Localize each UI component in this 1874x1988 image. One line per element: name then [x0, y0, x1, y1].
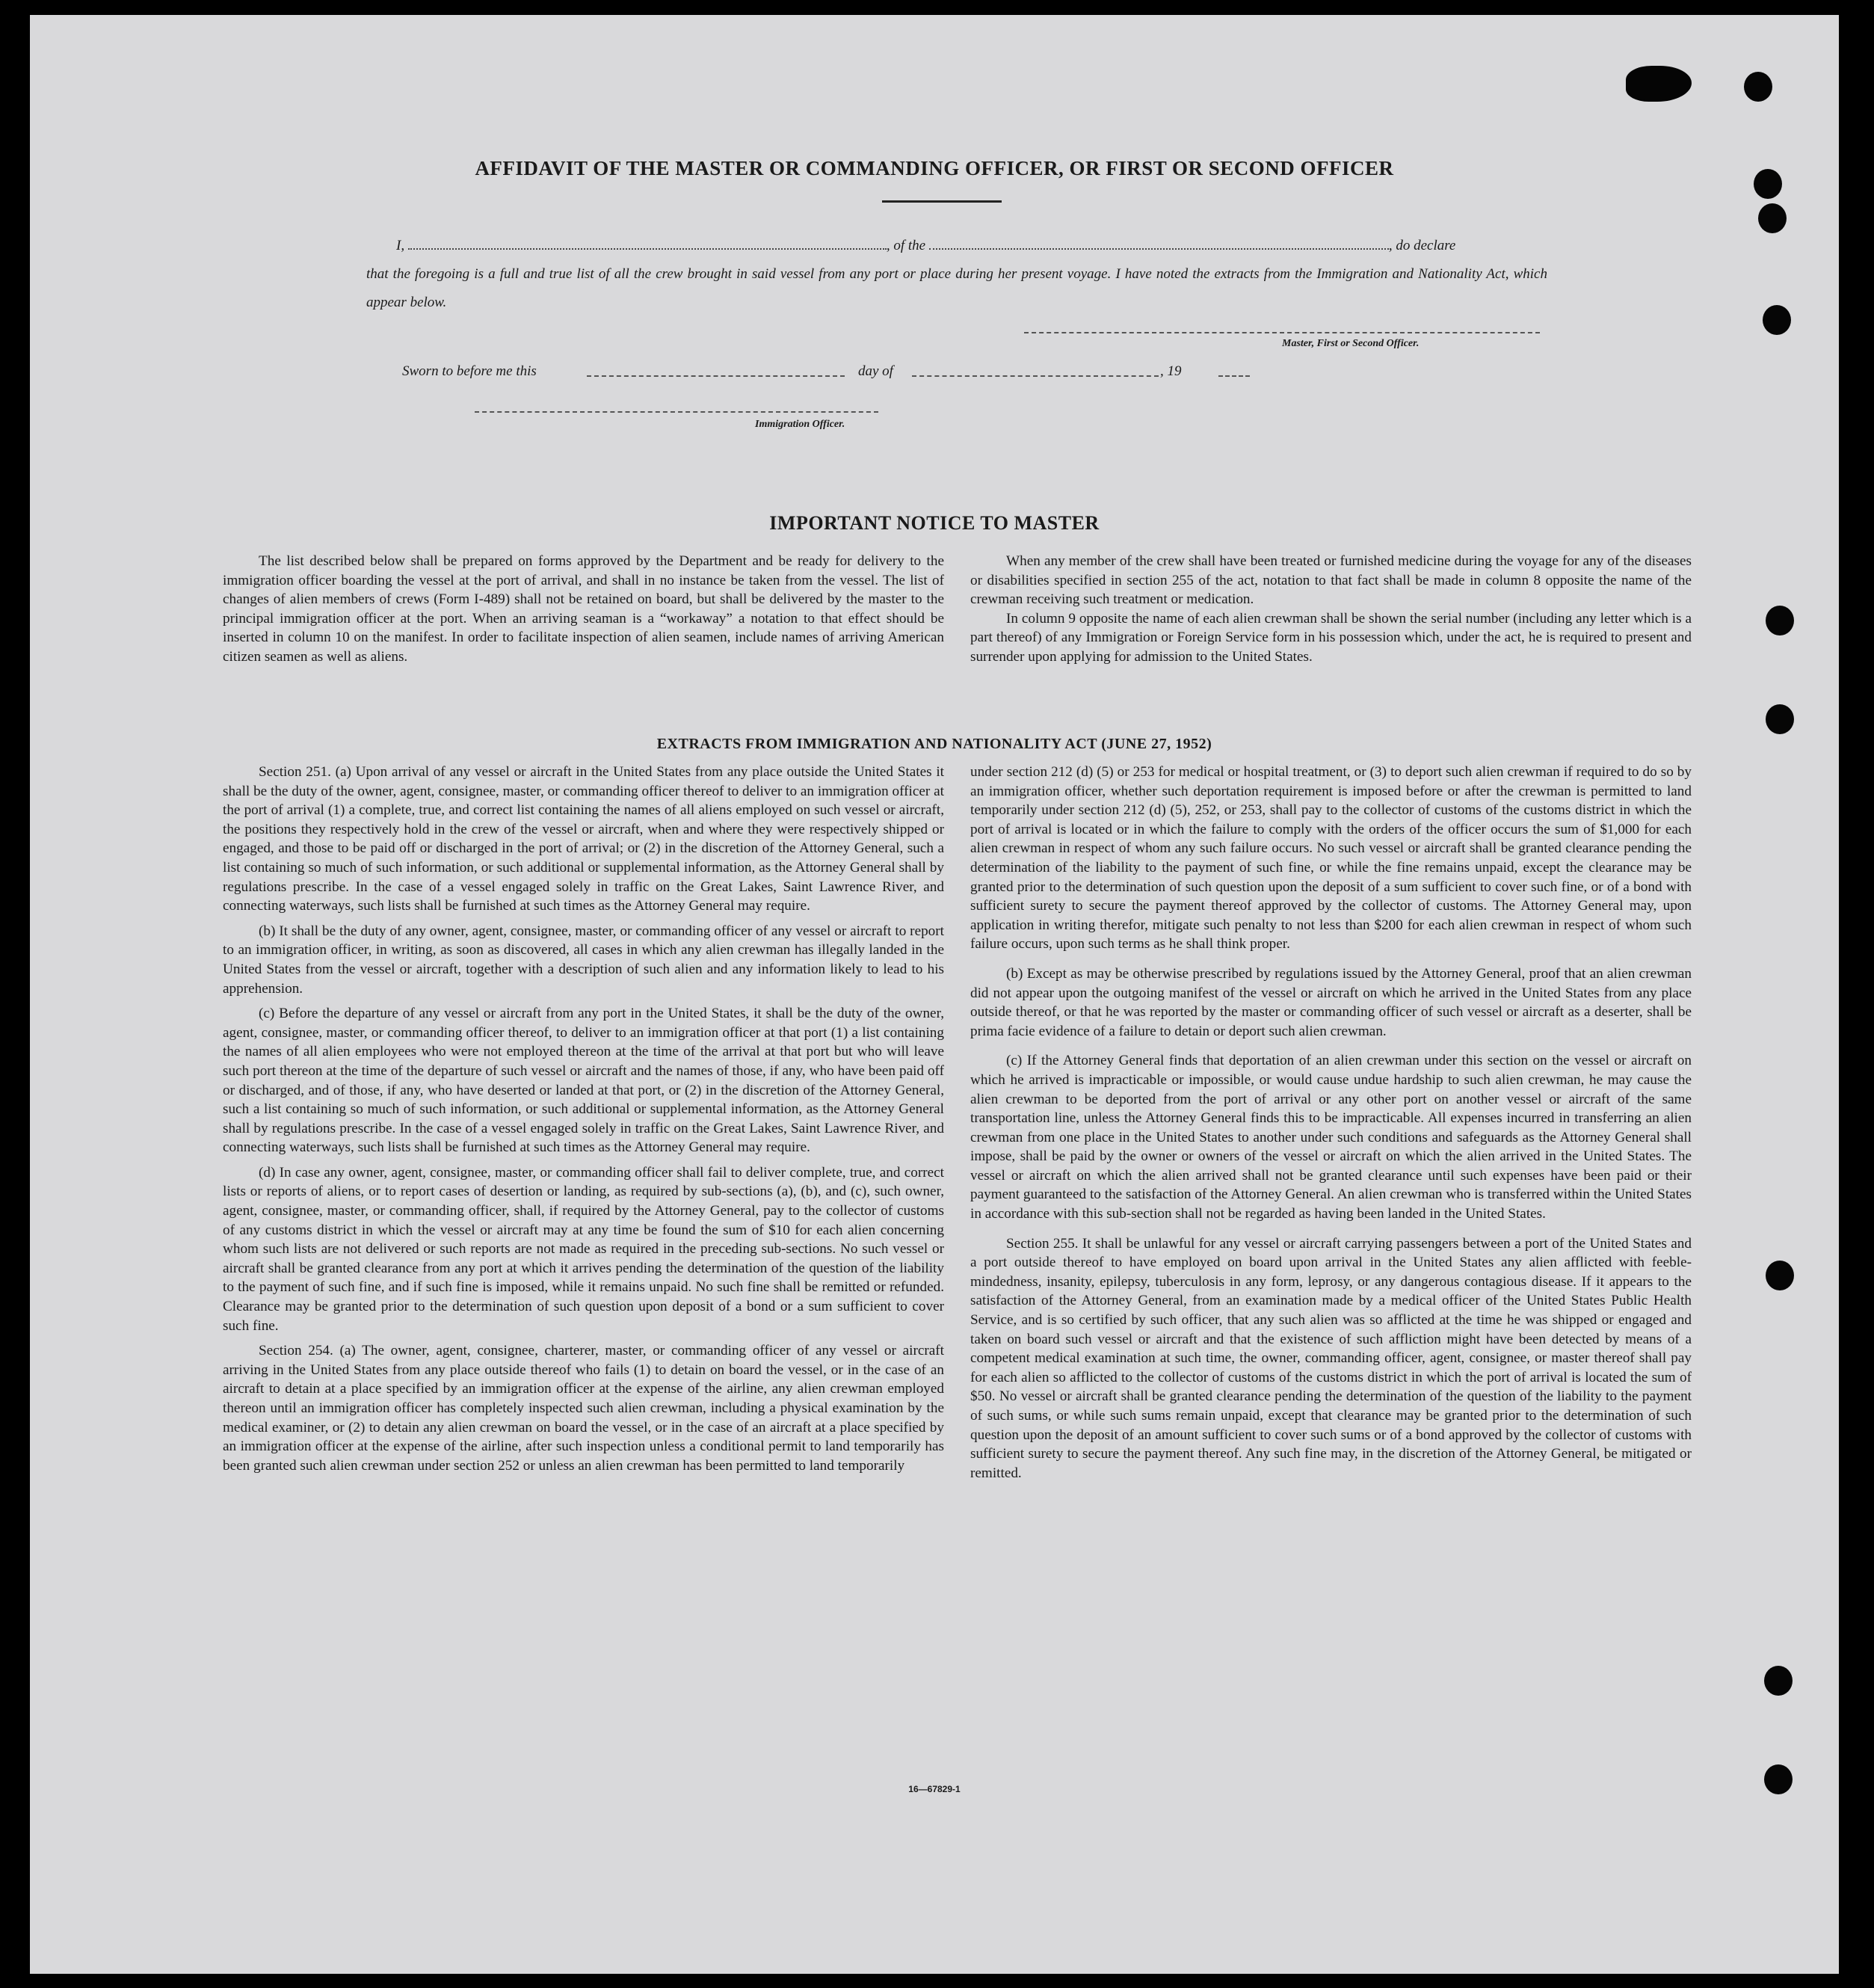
vessel-field[interactable]: [929, 235, 1389, 250]
title-rule: [882, 200, 1002, 203]
section-251b: (b) It shall be the duty of any owner, agent, consignee, master, or commanding officer of any vessel or aircraft to report to an immigration officer, in writing, as soon as discovered, all cases in which any alien crewman has illegally landed in the United States from the vessel or aircraft, together with a description of such alien and any information likely to lead to his apprehension.: [223, 923, 944, 997]
form-page: [30, 15, 1839, 1974]
sworn-date-line[interactable]: [587, 375, 845, 377]
section-254c: (c) If the Attorney General finds that deportation of an alien crewman under this section on the vessel or aircraft on which he arrived is impracticable or impossible, or would cause undue hardship to such alien crewman, he may cause the alien crewman to be deported from the port of arrival or any other port on another vessel or aircraft of the same transportation line, unless the Attorney General finds this to be impracticable. All expenses incurred in transferring an alien crewman from one place in the United States to another under such conditions and safeguards as the Attorney General shall impose, shall be paid by the owner or owners of the vessel or aircraft on which the alien arrived in the United States. The vessel or aircraft on which the alien arrived shall not be granted clearance until such expenses have been paid or their payment guaranteed to the satisfaction of the Attorney General. An alien crewman who is transferred within the United States in accordance with this sub-section shall not be regarded as having been landed in the United States.: [970, 1053, 1692, 1222]
section-251c: (c) Before the departure of any vessel or aircraft from any port in the United States, it shall be the duty of the owner, agent, consignee, master, or commanding officer thereof, to deliver to an immigration officer at that port (1) a list containing the names of all alien employees who were not employed thereon at the time of the arrival at that port but who will leave such port thereon at the time of the departure of such vessel or aircraft and the names of those, if any, who have been paid off or discharged, and of those, if any, who have deserted or landed at that port, or (2) in the discretion of the Attorney General, such a list containing so much of such information, or such additional or supplemental information, as the Attorney General shall by regulations prescribe. In the case of a vessel engaged solely in traffic on the Great Lakes, Saint Lawrence River, and connecting waterways, such lists shall be furnished at such times as the Attorney General may require.: [223, 1006, 944, 1156]
section-254a: Section 254. (a) The owner, agent, consignee, charterer, master, or commanding officer of any vessel or aircraft arriving in the United States from any place outside thereof who fails (1) to detain on board the vessel, or in the case of an aircraft to detain at a place specified by an immigration officer at the expense of the airline, any alien crewman employed thereon until an immigration officer has completely inspected such alien crewman, including a physical examination by the medical examiner, or (2) to detain any alien crewman on board the vessel, or in the case of an aircraft at a place specified by an immigration officer at the expense of the airline, after such inspection unless a conditional permit to land temporarily has been granted such alien crewman under section 252 or unless an alien crewman has been permitted to land temporarily: [223, 1343, 944, 1474]
notice-title: IMPORTANT NOTICE TO MASTER: [769, 512, 1100, 534]
binder-hole: [1744, 72, 1772, 102]
section-251a: Section 251. (a) Upon arrival of any vessel or aircraft in the United States from any place outside the United States it shall be the duty of the owner, agent, consignee, master, or commanding officer thereof to deliver to an immigration officer at the port of arrival (1) a complete, true, and correct list containing the names of all aliens employed on such vessel or aircraft, the positions they respectively hold in the crew of the vessel or aircraft, when and where they were respectively shipped or engaged, and those to be paid off or discharged in the port of arrival; or (2) in the discretion of the Attorney General, such a list containing so much of such information, or such additional or supplemental information, as the Attorney General shall by regulations prescribe. In the case of a vessel engaged solely in traffic on the Great Lakes, Saint Lawrence River, and connecting waterways, such lists shall be furnished at such times as the Attorney General may require.: [223, 764, 944, 914]
section-254b: (b) Except as may be otherwise prescribed by regulations issued by the Attorney General, proof that an alien crewman did not appear upon the outgoing manifest of the vessel or aircraft on which he arrived in the United States from any place outside thereof, or that he was reported by the master or commanding officer of such vessel or aircraft as a deserter, shall be prima facie evidence of a failure to detain or deport such alien crewman.: [970, 965, 1692, 1039]
binder-hole: [1764, 1666, 1793, 1696]
sworn-label: Sworn to before me this: [402, 363, 537, 379]
binder-hole: [1758, 203, 1787, 233]
notice-paragraph: The list described below shall be prepared on forms approved by the Department and be ready for delivery to the immigration officer boarding the vessel at the port of arrival, and shall in no instance be taken from the vessel. The list of changes of alien members of crews (Form I-489) shall not be retained on board, but shall be delivered by the master to the principal immigration officer at the port. When an arriving seaman is a “workaway” a notation to that effect should be inserted in column 10 on the manifest. In order to facilitate inspection of alien seamen, include names of arriving American citizen seamen as well as aliens.: [223, 553, 944, 665]
affidavit-title: AFFIDAVIT OF THE MASTER OR COMMANDING OFFICER, OR FIRST OR SECOND OFFICER: [475, 157, 1394, 179]
year-line[interactable]: [1218, 375, 1250, 377]
master-signature-line[interactable]: [1024, 332, 1540, 333]
binder-hole: [1766, 606, 1794, 636]
master-caption: Master, First or Second Officer.: [1282, 338, 1420, 349]
extracts-left-column: [223, 763, 944, 1481]
ink-blot: [1626, 66, 1692, 102]
binder-hole: [1763, 305, 1791, 335]
binder-hole: [1766, 1261, 1794, 1290]
extracts-title: EXTRACTS FROM IMMIGRATION AND NATIONALITY ACT (JUNE 27, 1952): [656, 736, 1212, 752]
section-255: Section 255. It shall be unlawful for any vessel or aircraft carrying passengers between a port of the United States and a port outside thereof to have employed on board upon arrival in the United States any alien afflicted with feeble-mindedness, insanity, epilepsy, tuberculosis in any form, leprosy, or any dangerous contagious disease. If it appears to the satisfaction of the Attorney General, from an examination made by a medical officer of the United States Public Health Service, and is so certified by such officer, that any such alien was so afflicted at the time he was shipped or engaged and taken on board such vessel or aircraft and that the existence of such affliction might have been detected by means of a competent medical examination at such time, the owner, commanding officer, agent, consignee, or master thereof shall pay for each alien so afflicted to the collector of customs of the customs district in which the port of arrival is located the sum of $50. No vessel or aircraft shall be granted clearance pending the determination of the question of the liability to the payment of such sums, or while such sums remain unpaid, except that clearance may be granted prior to the determination of such question upon the deposit of an amount sufficient to cover such sums or of a bond approved by the collector of customs with sufficient surety to secure the payment thereof. Any such fine may, in the discretion of the Attorney General, be mitigated or remitted.: [970, 1235, 1692, 1481]
year-label: , 19: [1160, 363, 1182, 379]
decl-of-the: , of the: [886, 238, 926, 253]
binder-hole: [1766, 704, 1794, 734]
month-line[interactable]: [912, 375, 1159, 377]
officer-signature-line[interactable]: [475, 411, 878, 413]
day-of-label: day of: [858, 363, 893, 379]
notice-left-column: [223, 552, 944, 673]
form-code: 16—67829-1: [908, 1784, 961, 1794]
name-field[interactable]: [408, 235, 887, 250]
decl-do-declare: , do declare: [1388, 238, 1456, 253]
section-254a-continued: under section 212 (d) (5) or 253 for medical or hospital treatment, or (3) to deport such alien crewman if required to do so by an immigration officer, whether such deportation requirement is imposed before or after the crewman is permitted to land temporarily under section 212 (d) (5), 252, or 253, shall pay to the collector of customs of the customs district in which the port of arrival is located or in which the failure to comply with the orders of the officer occurs the sum of $1,000 for each alien crewman in respect of whom any such failure occurs. No such vessel or aircraft shall be granted clearance pending the determination of the liability to the payment of such fine, or while the fine remains unpaid, except the clearance may be granted prior to the determination of such question upon the deposit of a sum sufficient to cover such fine, or of a bond with sufficient surety to secure the payment thereof approved by the collector of customs. The Attorney General may, upon application in writing therefor, mitigate such penalty to not less than $200 for each alien crewman in respect of whom such failure occurs, upon such terms as he shall think proper.: [970, 764, 1692, 953]
notice-paragraph: In column 9 opposite the name of each alien crewman shall be shown the serial number (including any letter which is a part thereof) of any Immigration or Foreign Service form in his possession which, under the act, he is required to present and surrender upon applying for admission to the United States.: [970, 610, 1692, 665]
decl-i: I,: [396, 238, 405, 253]
officer-caption: Immigration Officer.: [755, 419, 845, 430]
declaration-block: [366, 232, 1547, 317]
sworn-row: [402, 363, 537, 380]
notice-right-column: [970, 552, 1692, 673]
notice-paragraph: When any member of the crew shall have been treated or furnished medicine during the voyage for any of the diseases or disabilities specified in section 255 of the act, notation to that fact shall be made in column 8 opposite the name of the crewman receiving such treatment or medication.: [970, 553, 1692, 608]
declaration-text: that the foregoing is a full and true list of all the crew brought in said vessel from any port or place during her present voyage. I have noted the extracts from the Immigration and Nationality Act, which appear below.: [366, 266, 1547, 310]
extracts-right-column: [970, 763, 1692, 1489]
section-251d: (d) In case any owner, agent, consignee, master, or commanding officer shall fail to deliver complete, true, and correct lists or reports of aliens, or to report cases of desertion or landing, as required by sub-sections (a), (b), and (c), such owner, agent, consignee, master, or commanding officer, shall, if required by the Attorney General, pay to the collector of customs of any customs district in which the vessel or aircraft may at any time be found the sum of $10 for each alien concerning whom such lists are not delivered or such reports are not made as required in the preceding sub-sections. No such vessel or aircraft shall be granted clearance from any port at which it arrives pending the determination of the question of the liability to the payment of such fine, and if such fine is imposed, while it remains unpaid. No such fine shall be remitted or refunded. Clearance may be granted prior to the determination of such question upon deposit of a bond or a sum sufficient to cover such fine.: [223, 1164, 944, 1334]
